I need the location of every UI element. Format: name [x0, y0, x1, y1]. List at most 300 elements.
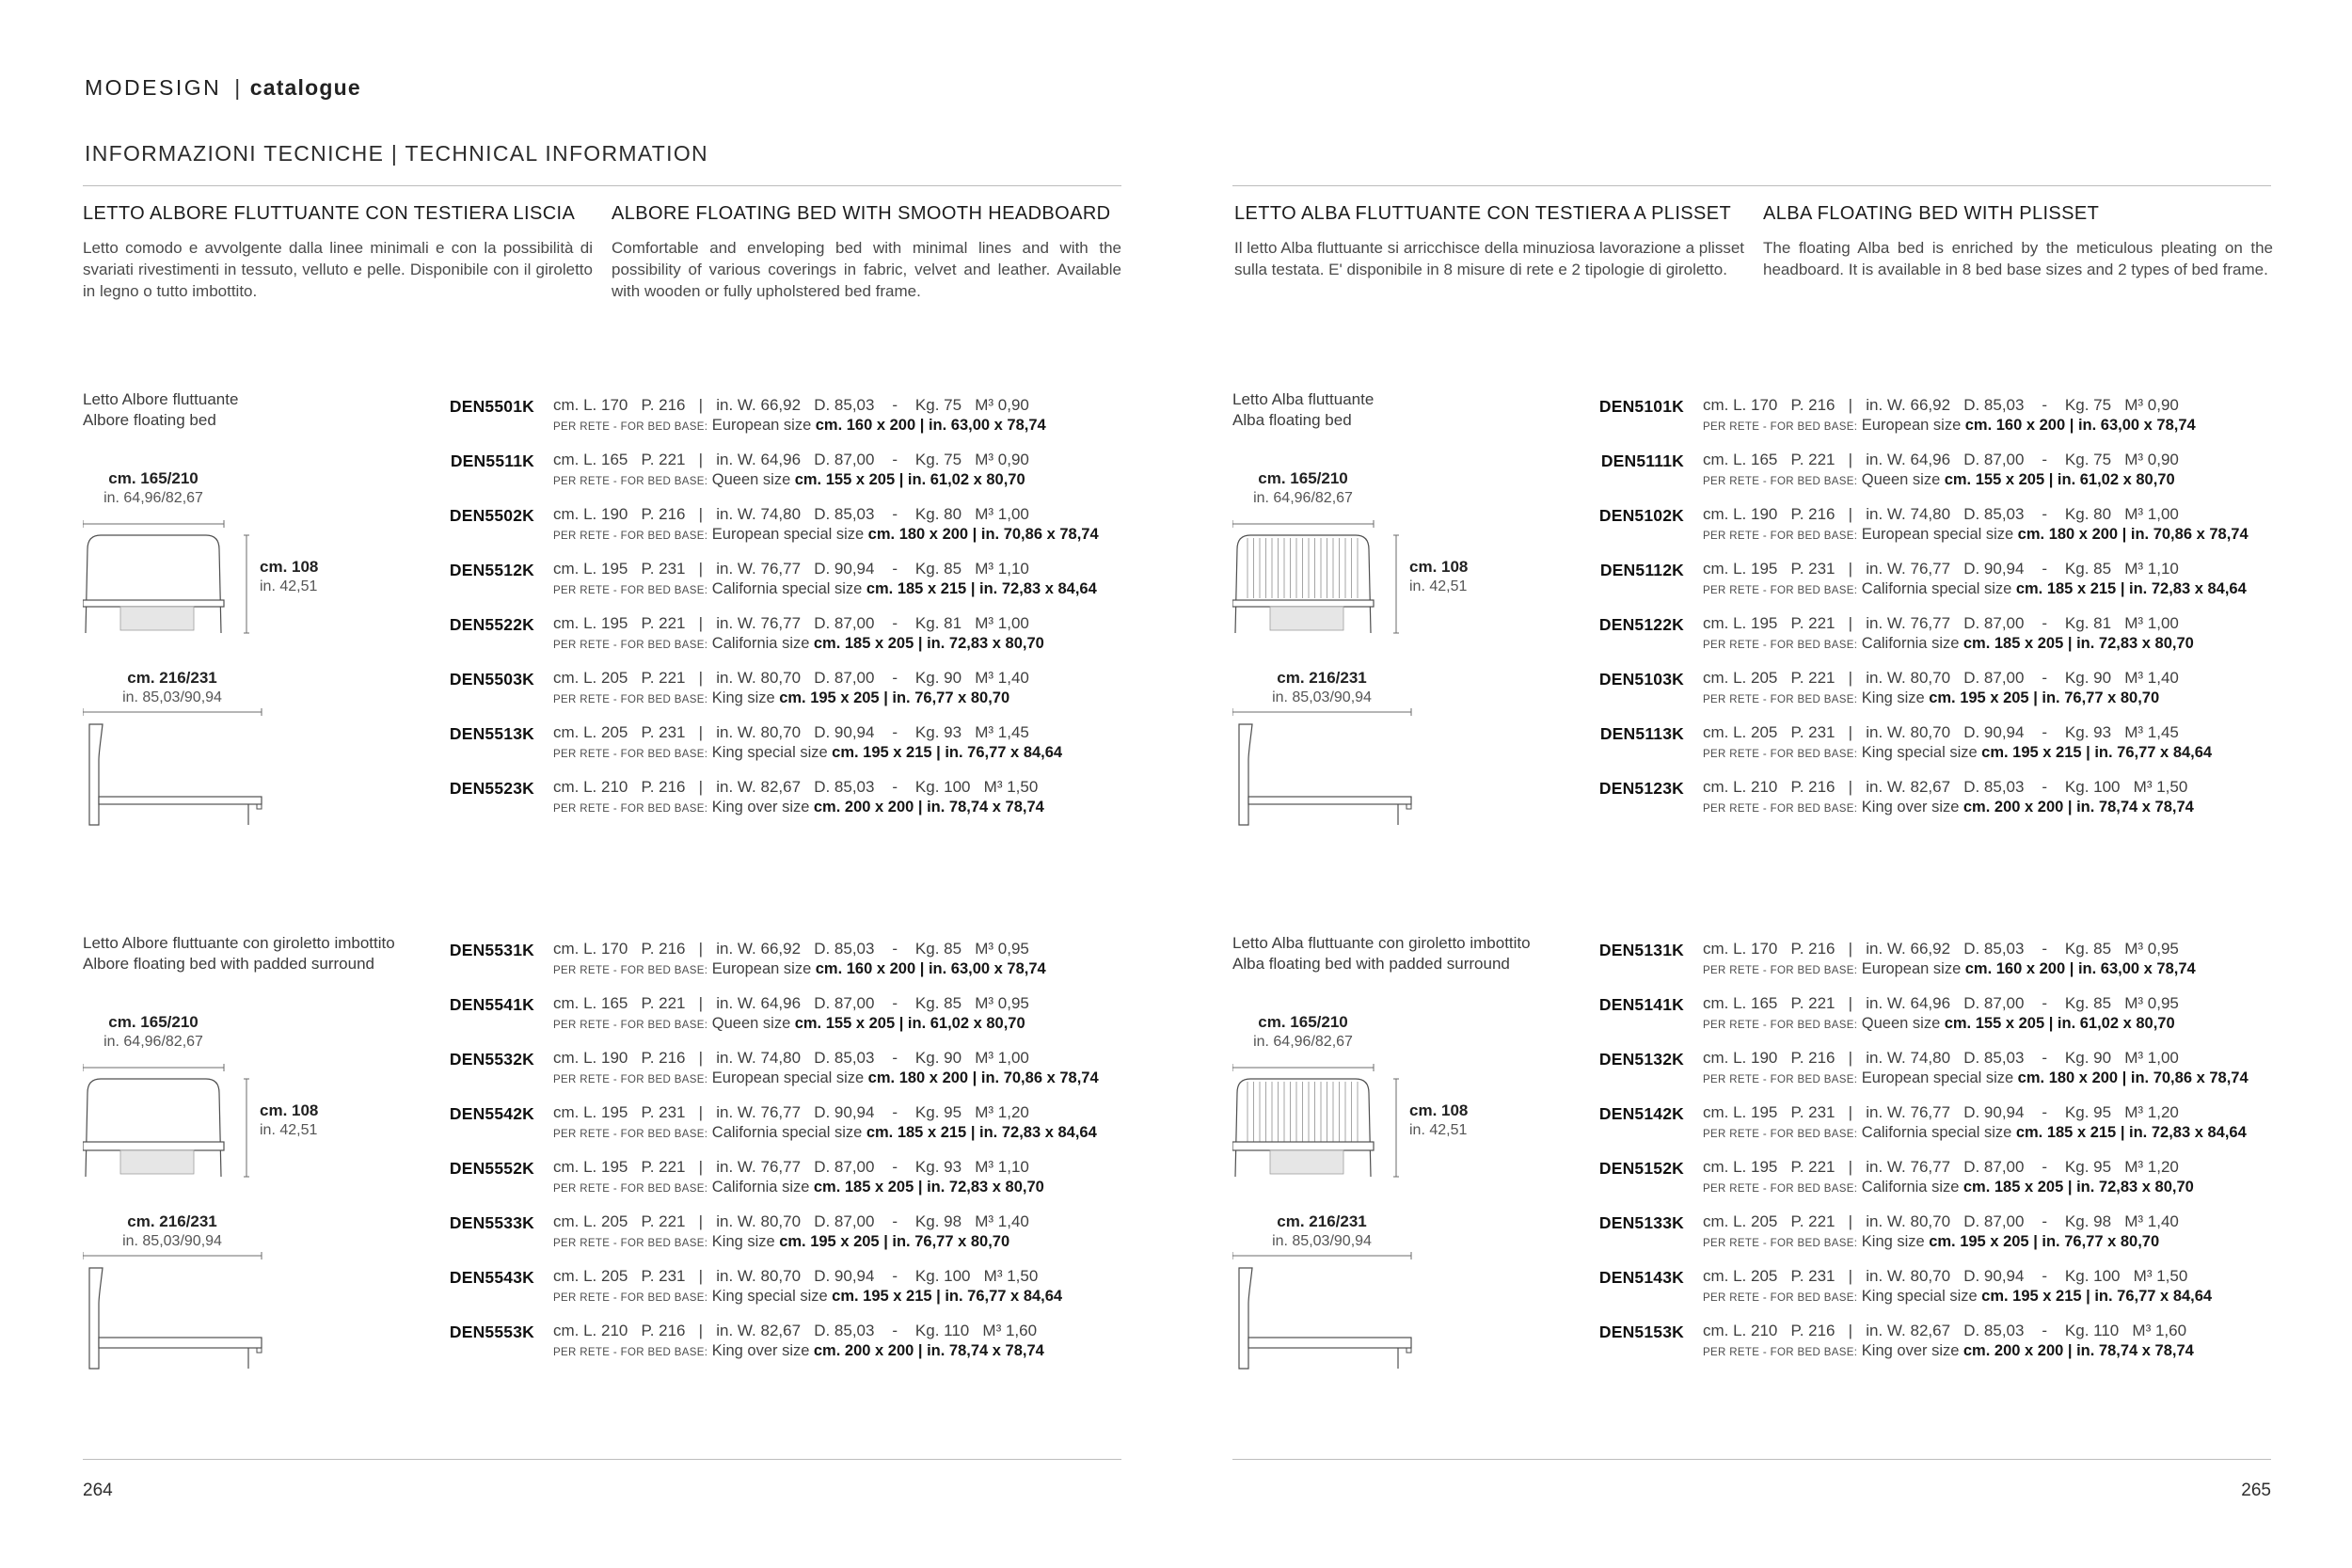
product-code: DEN5522K	[449, 615, 534, 634]
spec-row	[433, 1049, 1121, 1087]
spec-detail	[1703, 669, 2179, 707]
headboard-pleats	[1248, 1082, 1358, 1142]
product-name-it: Letto Alba fluttuante con giroletto imbottito	[1232, 934, 1531, 952]
bed-base-size-name: King special size	[1861, 744, 1978, 761]
spec-detail	[553, 669, 1029, 707]
product-block-alba-padded	[1232, 933, 2271, 1385]
bed-base-size-name: Queen size	[711, 471, 791, 488]
spec-bed-base-line	[1703, 580, 2247, 598]
bed-base-dimensions: cm. 155 x 205 | in. 61,02 x 80,70	[1944, 1015, 2175, 1032]
spec-dimensions-line: cm. L. 205 P. 221 | in. W. 80,70 D. 87,00 - Kg. 90 M³ 1,40	[1703, 669, 2179, 687]
bed-base-size-name: King size	[711, 689, 775, 706]
height-in: in. 42,51	[1409, 1121, 1468, 1138]
bed-base-size-name: California size	[1861, 635, 1960, 652]
bed-base-size-name: King size	[711, 1233, 775, 1250]
height-cm: cm. 108	[260, 1101, 319, 1119]
product-diagram-column	[83, 933, 433, 1385]
bed-base-label: PER RETE - FOR BED BASE:	[553, 1292, 708, 1304]
bed-base-dimensions: cm. 180 x 200 | in. 70,86 x 78,74	[867, 526, 1099, 543]
product-name	[83, 933, 395, 975]
page-title: INFORMAZIONI TECNICHE | TECHNICAL INFORMATION	[85, 141, 708, 166]
bed-base-label: PER RETE - FOR BED BASE:	[553, 1129, 708, 1140]
brand-logo	[85, 75, 361, 101]
intro-title: LETTO ALBA FLUTTUANTE CON TESTIERA A PLISSET	[1234, 203, 1732, 224]
spec-row	[1582, 669, 2271, 707]
bed-base-size-name: King over size	[1861, 799, 1960, 816]
spec-detail	[1703, 1103, 2247, 1142]
spec-dimensions-line: cm. L. 190 P. 216 | in. W. 74,80 D. 85,03 - Kg. 90 M³ 1,00	[1703, 1049, 2179, 1067]
depth-in: in. 85,03/90,94	[1272, 1232, 1372, 1249]
spec-row	[433, 396, 1121, 435]
product-diagram-column	[1232, 933, 1582, 1385]
spec-dimensions-line: cm. L. 195 P. 221 | in. W. 76,77 D. 87,00 - Kg. 81 M³ 1,00	[553, 614, 1029, 632]
spec-row	[433, 1267, 1121, 1306]
width-dimension-label	[47, 1012, 260, 1052]
spec-bed-base-line	[553, 799, 1044, 816]
spec-detail	[553, 614, 1044, 653]
spec-bed-base-line	[553, 526, 1099, 544]
product-code: DEN5513K	[449, 724, 534, 743]
intro-title: LETTO ALBORE FLUTTUANTE CON TESTIERA LISCIA	[83, 203, 576, 224]
width-cm: cm. 165/210	[108, 1013, 199, 1031]
spec-bed-base-line	[1703, 471, 2179, 489]
spec-dimensions-line: cm. L. 165 P. 221 | in. W. 64,96 D. 87,00 - Kg. 85 M³ 0,95	[553, 994, 1029, 1012]
product-block-albore	[83, 389, 1121, 841]
bed-base-label: PER RETE - FOR BED BASE:	[1703, 749, 1858, 760]
spec-dimensions-line: cm. L. 170 P. 216 | in. W. 66,92 D. 85,03 - Kg. 85 M³ 0,95	[553, 940, 1029, 958]
bed-base-dimensions: cm. 195 x 205 | in. 76,77 x 80,70	[779, 1233, 1010, 1250]
product-name	[1232, 933, 1531, 975]
headboard-pleats	[1248, 538, 1358, 598]
bed-base-size-name: California size	[711, 1179, 810, 1196]
spec-row	[1582, 614, 2271, 653]
spec-dimensions-line: cm. L. 170 P. 216 | in. W. 66,92 D. 85,03 - Kg. 85 M³ 0,95	[1703, 940, 2179, 958]
spec-row	[1582, 1267, 2271, 1306]
bed-base-label: PER RETE - FOR BED BASE:	[1703, 585, 1858, 596]
bed-base-dimensions: cm. 195 x 215 | in. 76,77 x 84,64	[832, 1288, 1063, 1305]
height-dimension-label	[1409, 557, 1468, 596]
spec-detail	[1703, 614, 2194, 653]
depth-cm: cm. 216/231	[1277, 669, 1367, 687]
spec-dimensions-line: cm. L. 205 P. 221 | in. W. 80,70 D. 87,00 - Kg. 98 M³ 1,40	[553, 1212, 1029, 1230]
spec-detail	[553, 451, 1029, 489]
product-code: DEN5142K	[1598, 1104, 1684, 1123]
bed-base-label: PER RETE - FOR BED BASE:	[553, 1074, 708, 1085]
spec-row	[433, 451, 1121, 489]
spec-row	[433, 669, 1121, 707]
spec-detail	[1703, 560, 2247, 598]
intro-description: Letto comodo e avvolgente dalla linee minimali e con la possibilità di svariati rivestimenti in tessuto, velluto e pelle. Disponibile con il giroletto in legno o tutto imbottito.	[83, 239, 593, 301]
spec-row	[1582, 1158, 2271, 1196]
spec-row	[433, 940, 1121, 978]
product-code: DEN5123K	[1598, 779, 1684, 798]
spec-detail	[553, 778, 1044, 816]
spec-detail	[1703, 1049, 2249, 1087]
depth-in: in. 85,03/90,94	[122, 1232, 222, 1249]
bed-base-dimensions: cm. 180 x 200 | in. 70,86 x 78,74	[867, 1069, 1099, 1086]
product-code: DEN5102K	[1598, 506, 1684, 525]
spec-bed-base-line	[553, 580, 1097, 598]
spec-bed-base-line	[553, 1179, 1044, 1196]
spec-detail	[1703, 1158, 2194, 1196]
bed-base-label: PER RETE - FOR BED BASE:	[1703, 965, 1858, 976]
bed-base-dimensions: cm. 185 x 205 | in. 72,83 x 80,70	[813, 635, 1044, 652]
bed-base-dimensions: cm. 185 x 205 | in. 72,83 x 80,70	[1963, 1179, 2194, 1196]
bed-base-size-name: Queen size	[1861, 471, 1941, 488]
spec-dimensions-line: cm. L. 195 P. 221 | in. W. 76,77 D. 87,00 - Kg. 93 M³ 1,10	[553, 1158, 1029, 1176]
bed-base-size-name: King size	[1861, 689, 1925, 706]
depth-dimension-label	[1212, 668, 1432, 707]
intro-title: ALBORE FLOATING BED WITH SMOOTH HEADBOARD	[612, 203, 1111, 224]
bed-base-size-name: California special size	[1861, 580, 2012, 597]
spec-detail	[553, 1103, 1097, 1142]
spec-detail	[1703, 778, 2194, 816]
bed-base-label: PER RETE - FOR BED BASE:	[1703, 476, 1858, 487]
spec-row	[433, 1212, 1121, 1251]
product-name	[83, 389, 238, 432]
spec-bed-base-line	[553, 1288, 1062, 1306]
spec-detail	[553, 560, 1097, 598]
bed-base-dimensions: cm. 155 x 205 | in. 61,02 x 80,70	[794, 471, 1025, 488]
spec-bed-base-line	[1703, 744, 2212, 762]
spec-detail	[1703, 451, 2179, 489]
bed-base-dimensions: cm. 195 x 205 | in. 76,77 x 80,70	[1929, 1233, 2160, 1250]
spec-column	[433, 389, 1121, 841]
bed-base-label: PER RETE - FOR BED BASE:	[553, 531, 708, 542]
spec-detail	[1703, 723, 2212, 762]
bed-base-size-name: King special size	[1861, 1288, 1978, 1305]
bed-base-dimensions: cm. 155 x 205 | in. 61,02 x 80,70	[1944, 471, 2175, 488]
spec-dimensions-line: cm. L. 210 P. 216 | in. W. 82,67 D. 85,03 - Kg. 100 M³ 1,50	[553, 778, 1039, 796]
product-code: DEN5143K	[1598, 1268, 1684, 1287]
bed-base-dimensions: cm. 180 x 200 | in. 70,86 x 78,74	[2017, 1069, 2249, 1086]
product-diagram-column	[1232, 389, 1582, 841]
bed-base-label: PER RETE - FOR BED BASE:	[1703, 1238, 1858, 1249]
bed-base-dimensions: cm. 200 x 200 | in. 78,74 x 78,74	[1963, 1342, 2194, 1359]
spec-bed-base-line	[1703, 1288, 2212, 1306]
bed-base-size-name: European size	[711, 417, 812, 434]
product-block-alba	[1232, 389, 2271, 841]
spec-row	[1582, 778, 2271, 816]
bed-base-label: PER RETE - FOR BED BASE:	[1703, 1183, 1858, 1195]
width-dimension-label	[1197, 468, 1409, 508]
spec-dimensions-line: cm. L. 205 P. 231 | in. W. 80,70 D. 90,94 - Kg. 100 M³ 1,50	[1703, 1267, 2188, 1285]
spec-dimensions-line: cm. L. 210 P. 216 | in. W. 82,67 D. 85,03 - Kg. 110 M³ 1,60	[1703, 1322, 2187, 1339]
bed-base-size-name: King special size	[711, 1288, 828, 1305]
bed-base-dimensions: cm. 185 x 215 | in. 72,83 x 84,64	[866, 580, 1097, 597]
product-code: DEN5132K	[1598, 1050, 1684, 1069]
spec-bed-base-line	[1703, 799, 2194, 816]
product-code: DEN5541K	[449, 995, 534, 1014]
spec-row	[433, 614, 1121, 653]
spec-detail	[553, 1049, 1099, 1087]
bed-base-size-name: European special size	[711, 1069, 865, 1086]
spec-detail	[553, 940, 1046, 978]
spec-detail	[1703, 1322, 2194, 1360]
product-code: DEN5133K	[1598, 1213, 1684, 1232]
bed-side-view-diagram	[1232, 705, 1458, 832]
bed-base-label: PER RETE - FOR BED BASE:	[553, 803, 708, 815]
spec-dimensions-line: cm. L. 205 P. 231 | in. W. 80,70 D. 90,94 - Kg. 93 M³ 1,45	[553, 723, 1029, 741]
spec-bed-base-line	[1703, 417, 2196, 435]
spec-detail	[553, 505, 1099, 544]
bed-base-size-name: King over size	[711, 799, 810, 816]
bed-base-size-name: California size	[1861, 1179, 1960, 1196]
product-name-en: Albore floating bed	[83, 411, 216, 430]
product-code: DEN5103K	[1598, 670, 1684, 689]
spec-row	[1582, 505, 2271, 544]
bed-base-label: PER RETE - FOR BED BASE:	[553, 1183, 708, 1195]
page-number-left: 264	[83, 1481, 113, 1500]
spec-row	[1582, 396, 2271, 435]
bed-base-label: PER RETE - FOR BED BASE:	[553, 640, 708, 651]
product-code: DEN5553K	[449, 1323, 534, 1341]
intro-section-alba-en	[1763, 203, 2273, 280]
bed-base-dimensions: cm. 200 x 200 | in. 78,74 x 78,74	[1963, 799, 2194, 816]
bed-base-size-name: European special size	[1861, 1069, 2014, 1086]
spec-dimensions-line: cm. L. 195 P. 231 | in. W. 76,77 D. 90,94 - Kg. 85 M³ 1,10	[553, 560, 1029, 578]
spec-detail	[553, 1267, 1062, 1306]
spec-dimensions-line: cm. L. 165 P. 221 | in. W. 64,96 D. 87,00 - Kg. 75 M³ 0,90	[1703, 451, 2179, 468]
spec-bed-base-line	[553, 689, 1029, 707]
height-in: in. 42,51	[1409, 578, 1468, 594]
spec-detail	[553, 1158, 1044, 1196]
bed-base-size-name: European size	[1861, 417, 1962, 434]
spec-row	[433, 1103, 1121, 1142]
intro-description: Comfortable and enveloping bed with minimal lines and with the possibility of various coverings in fabric, velvet and leather. Available with wooden or fully upholstered bed frame.	[612, 239, 1121, 301]
spec-column	[1582, 933, 2271, 1385]
spec-detail	[553, 1212, 1029, 1251]
bed-base-label: PER RETE - FOR BED BASE:	[553, 965, 708, 976]
brand-sub: catalogue	[249, 75, 361, 100]
bed-base-label: PER RETE - FOR BED BASE:	[553, 585, 708, 596]
bed-base-dimensions: cm. 185 x 205 | in. 72,83 x 80,70	[1963, 635, 2194, 652]
bed-base-size-name: California special size	[1861, 1124, 2012, 1141]
bed-base-label: PER RETE - FOR BED BASE:	[1703, 1074, 1858, 1085]
spec-bed-base-line	[553, 1342, 1044, 1360]
spec-dimensions-line: cm. L. 195 P. 221 | in. W. 76,77 D. 87,00 - Kg. 81 M³ 1,00	[1703, 614, 2179, 632]
product-code: DEN5552K	[449, 1159, 534, 1178]
spec-row	[433, 723, 1121, 762]
spec-row	[1582, 940, 2271, 978]
bed-base-label: PER RETE - FOR BED BASE:	[553, 1238, 708, 1249]
width-cm: cm. 165/210	[108, 469, 199, 487]
bed-base-size-name: California special size	[711, 1124, 863, 1141]
product-code: DEN5131K	[1598, 941, 1684, 959]
product-name-it: Letto Albore fluttuante con giroletto imbottito	[83, 934, 395, 952]
spec-row	[1582, 1322, 2271, 1360]
intro-section-albore-it	[83, 203, 593, 302]
spec-detail	[553, 994, 1029, 1033]
product-name	[1232, 389, 1374, 432]
bed-base-label: PER RETE - FOR BED BASE:	[1703, 1347, 1858, 1358]
bed-base-label: PER RETE - FOR BED BASE:	[553, 421, 708, 433]
bottom-rule-right	[1232, 1459, 2271, 1460]
spec-row	[1582, 560, 2271, 598]
intro-description: The floating Alba bed is enriched by the meticulous pleating on the headboard. It is available in 8 bed base sizes and 2 types of bed frame.	[1763, 239, 2273, 279]
spec-bed-base-line	[553, 635, 1044, 653]
brand-divider: |	[234, 75, 243, 100]
spec-detail	[1703, 396, 2196, 435]
spec-bed-base-line	[553, 417, 1046, 435]
product-code: DEN5512K	[449, 561, 534, 579]
bed-base-label: PER RETE - FOR BED BASE:	[553, 694, 708, 705]
bottom-rule-left	[83, 1459, 1121, 1460]
depth-dimension-label	[1212, 1212, 1432, 1251]
bed-base-label: PER RETE - FOR BED BASE:	[1703, 694, 1858, 705]
bed-base-label: PER RETE - FOR BED BASE:	[553, 1347, 708, 1358]
spec-row	[433, 1158, 1121, 1196]
bed-base-dimensions: cm. 155 x 205 | in. 61,02 x 80,70	[794, 1015, 1025, 1032]
bed-base-label: PER RETE - FOR BED BASE:	[1703, 1129, 1858, 1140]
bed-base-size-name: California size	[711, 635, 810, 652]
spec-bed-base-line	[1703, 689, 2179, 707]
height-in: in. 42,51	[260, 1121, 318, 1138]
spec-dimensions-line: cm. L. 210 P. 216 | in. W. 82,67 D. 85,03 - Kg. 100 M³ 1,50	[1703, 778, 2188, 796]
bed-base-dimensions: cm. 195 x 215 | in. 76,77 x 84,64	[1981, 1288, 2213, 1305]
spec-bed-base-line	[553, 1124, 1097, 1142]
spec-dimensions-line: cm. L. 195 P. 231 | in. W. 76,77 D. 90,94 - Kg. 95 M³ 1,20	[553, 1103, 1029, 1121]
bed-base-label: PER RETE - FOR BED BASE:	[1703, 640, 1858, 651]
bed-base-size-name: King over size	[711, 1342, 810, 1359]
depth-cm: cm. 216/231	[127, 1212, 217, 1230]
product-code: DEN5101K	[1598, 397, 1684, 416]
spec-dimensions-line: cm. L. 190 P. 216 | in. W. 74,80 D. 85,03 - Kg. 80 M³ 1,00	[553, 505, 1029, 523]
bed-base-size-name: Queen size	[1861, 1015, 1941, 1032]
product-code: DEN5523K	[449, 779, 534, 798]
product-code: DEN5152K	[1598, 1159, 1684, 1178]
spec-list	[1582, 940, 2271, 1360]
width-cm: cm. 165/210	[1258, 1013, 1348, 1031]
bed-base-dimensions: cm. 180 x 200 | in. 70,86 x 78,74	[2017, 526, 2249, 543]
intro-title: ALBA FLOATING BED WITH PLISSET	[1763, 203, 2100, 224]
bed-base-dimensions: cm. 195 x 205 | in. 76,77 x 80,70	[779, 689, 1010, 706]
bed-base-label: PER RETE - FOR BED BASE:	[553, 1020, 708, 1031]
spec-detail	[553, 723, 1062, 762]
bed-base-dimensions: cm. 195 x 215 | in. 76,77 x 84,64	[1981, 744, 2213, 761]
product-code: DEN5122K	[1598, 615, 1684, 634]
spec-row	[433, 778, 1121, 816]
product-code: DEN5503K	[449, 670, 534, 689]
depth-in: in. 85,03/90,94	[122, 689, 222, 705]
bed-base-size-name: King size	[1861, 1233, 1925, 1250]
bed-base-dimensions: cm. 200 x 200 | in. 78,74 x 78,74	[813, 799, 1044, 816]
page-number-right: 265	[2241, 1481, 2271, 1500]
spec-row	[1582, 723, 2271, 762]
product-block-albore-padded	[83, 933, 1121, 1385]
spec-row	[1582, 1049, 2271, 1087]
spec-list	[433, 396, 1121, 816]
spec-dimensions-line: cm. L. 205 P. 231 | in. W. 80,70 D. 90,94 - Kg. 100 M³ 1,50	[553, 1267, 1039, 1285]
bed-base-label: PER RETE - FOR BED BASE:	[553, 476, 708, 487]
bed-base-label: PER RETE - FOR BED BASE:	[1703, 531, 1858, 542]
intro-section-albore-en	[612, 203, 1121, 302]
product-code: DEN5141K	[1598, 995, 1684, 1014]
bed-base-dimensions: cm. 185 x 215 | in. 72,83 x 84,64	[2015, 580, 2247, 597]
spec-detail	[1703, 940, 2196, 978]
product-code: DEN5153K	[1598, 1323, 1684, 1341]
product-code: DEN5112K	[1599, 561, 1684, 579]
bed-base-dimensions: cm. 195 x 205 | in. 76,77 x 80,70	[1929, 689, 2160, 706]
spec-bed-base-line	[553, 471, 1029, 489]
brand-name: MODESIGN	[85, 75, 222, 100]
spec-bed-base-line	[553, 1233, 1029, 1251]
spec-dimensions-line: cm. L. 165 P. 221 | in. W. 64,96 D. 87,00 - Kg. 75 M³ 0,90	[553, 451, 1029, 468]
product-name-it: Letto Albore fluttuante	[83, 390, 239, 408]
width-dimension-label	[47, 468, 260, 508]
bed-base-size-name: European special size	[711, 526, 865, 543]
bed-base-dimensions: cm. 200 x 200 | in. 78,74 x 78,74	[813, 1342, 1044, 1359]
product-name-en: Alba floating bed	[1232, 411, 1352, 430]
bed-base-size-name: European size	[1861, 960, 1962, 977]
intro-description: Il letto Alba fluttuante si arricchisce della minuziosa lavorazione a plisset sulla testata. E' disponibile in 8 misure di rete e 2 tipologie di giroletto.	[1234, 239, 1744, 279]
intro-section-alba-it	[1234, 203, 1744, 280]
bed-base-dimensions: cm. 195 x 215 | in. 76,77 x 84,64	[832, 744, 1063, 761]
spec-dimensions-line: cm. L. 170 P. 216 | in. W. 66,92 D. 85,03 - Kg. 75 M³ 0,90	[553, 396, 1029, 414]
spec-dimensions-line: cm. L. 195 P. 231 | in. W. 76,77 D. 90,94 - Kg. 95 M³ 1,20	[1703, 1103, 2179, 1121]
bed-side-view-diagram	[1232, 1249, 1458, 1376]
spec-bed-base-line	[553, 1069, 1099, 1087]
width-in: in. 64,96/82,67	[103, 1033, 203, 1050]
spec-bed-base-line	[1703, 1124, 2247, 1142]
product-code: DEN5111K	[1600, 451, 1684, 470]
spec-bed-base-line	[553, 744, 1062, 762]
height-cm: cm. 108	[260, 558, 319, 576]
bed-base-label: PER RETE - FOR BED BASE:	[1703, 1292, 1858, 1304]
product-code: DEN5113K	[1599, 724, 1684, 743]
bed-base-label: PER RETE - FOR BED BASE:	[553, 749, 708, 760]
depth-dimension-label	[62, 1212, 282, 1251]
product-code: DEN5502K	[449, 506, 534, 525]
depth-cm: cm. 216/231	[127, 669, 217, 687]
spec-bed-base-line	[1703, 526, 2249, 544]
spec-dimensions-line: cm. L. 205 P. 231 | in. W. 80,70 D. 90,94 - Kg. 93 M³ 1,45	[1703, 723, 2179, 741]
depth-dimension-label	[62, 668, 282, 707]
spec-dimensions-line: cm. L. 205 P. 221 | in. W. 80,70 D. 87,00 - Kg. 98 M³ 1,40	[1703, 1212, 2179, 1230]
product-code: DEN5532K	[449, 1050, 534, 1069]
spec-detail	[1703, 505, 2249, 544]
bed-base-dimensions: cm. 160 x 200 | in. 63,00 x 78,74	[1964, 417, 2196, 434]
spec-dimensions-line: cm. L. 195 P. 231 | in. W. 76,77 D. 90,94 - Kg. 85 M³ 1,10	[1703, 560, 2179, 578]
bed-base-size-name: King over size	[1861, 1342, 1960, 1359]
spec-dimensions-line: cm. L. 205 P. 221 | in. W. 80,70 D. 87,00 - Kg. 90 M³ 1,40	[553, 669, 1029, 687]
bed-base-size-name: European special size	[1861, 526, 2014, 543]
height-cm: cm. 108	[1409, 1101, 1469, 1119]
bed-base-size-name: European size	[711, 960, 812, 977]
spec-column	[1582, 389, 2271, 841]
bed-base-dimensions: cm. 185 x 215 | in. 72,83 x 84,64	[2015, 1124, 2247, 1141]
product-code: DEN5511K	[450, 451, 534, 470]
spec-dimensions-line: cm. L. 165 P. 221 | in. W. 64,96 D. 87,00 - Kg. 85 M³ 0,95	[1703, 994, 2179, 1012]
spec-list	[1582, 396, 2271, 816]
spec-row	[1582, 994, 2271, 1033]
height-in: in. 42,51	[260, 578, 318, 594]
spec-list	[433, 940, 1121, 1360]
spec-row	[1582, 451, 2271, 489]
product-code: DEN5543K	[449, 1268, 534, 1287]
spec-dimensions-line: cm. L. 170 P. 216 | in. W. 66,92 D. 85,03 - Kg. 75 M³ 0,90	[1703, 396, 2179, 414]
height-dimension-label	[260, 557, 318, 596]
bed-side-view-diagram	[83, 705, 309, 832]
depth-cm: cm. 216/231	[1277, 1212, 1367, 1230]
spec-bed-base-line	[553, 960, 1046, 978]
top-rule-left	[83, 185, 1121, 186]
spec-bed-base-line	[1703, 1015, 2179, 1033]
bed-side-view-diagram	[83, 1249, 309, 1376]
width-cm: cm. 165/210	[1258, 469, 1348, 487]
width-in: in. 64,96/82,67	[1253, 1033, 1353, 1050]
spec-bed-base-line	[1703, 1233, 2179, 1251]
